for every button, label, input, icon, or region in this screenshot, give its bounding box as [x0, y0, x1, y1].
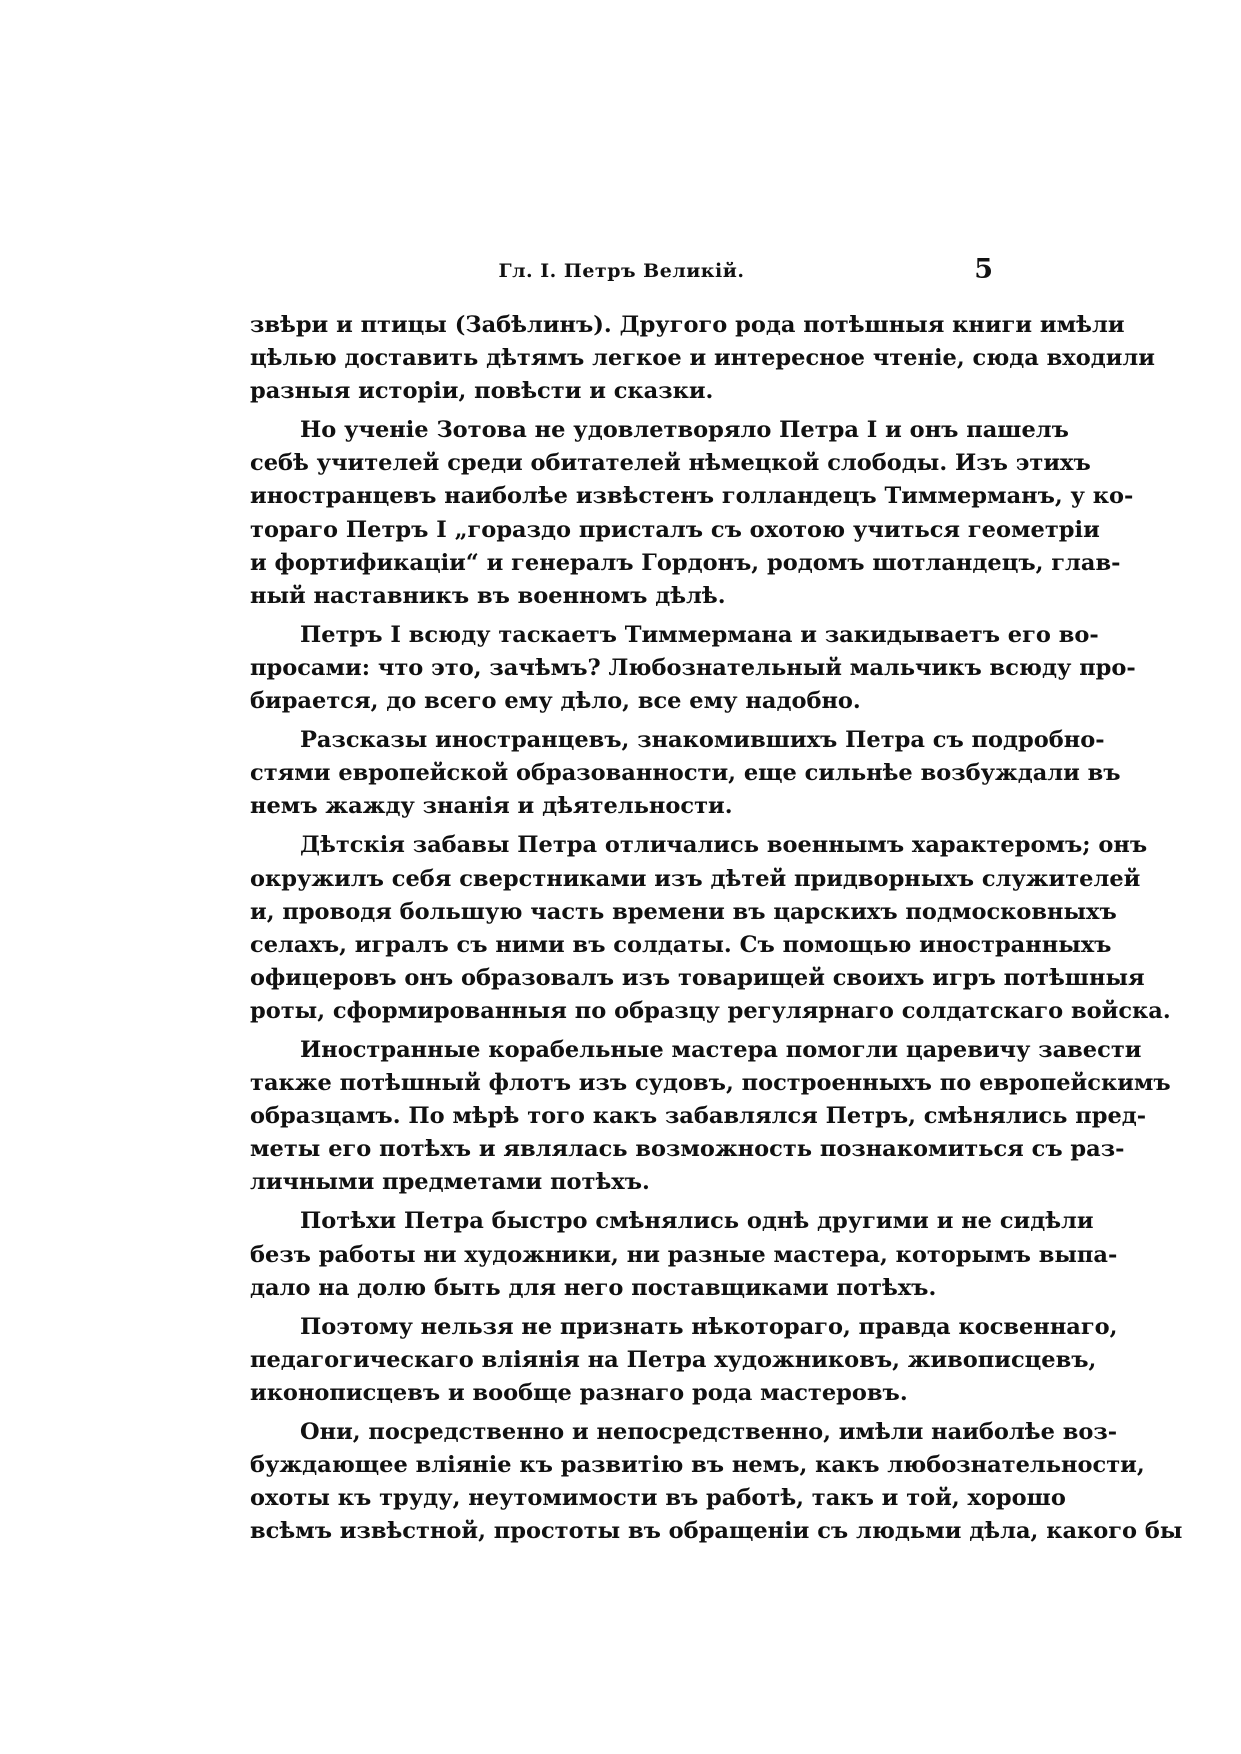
text-line: селахъ, игралъ съ ними въ солдаты. Съ помощью иностранныхъ [250, 931, 1112, 958]
paragraph [250, 724, 1121, 823]
text-line: Петръ I всюду таскаетъ Тиммермана и закидываетъ его во- [300, 621, 1099, 648]
text-line: и фортификаціи“ и генералъ Гордонъ, родомъ шотландецъ, глав- [250, 549, 1121, 576]
text-line: Потѣхи Петра быстро смѣнялись однѣ другими и не сидѣли [300, 1208, 1094, 1235]
text-line: себѣ учителей среди обитателей нѣмецкой слободы. Изъ этихъ [250, 450, 1091, 477]
text-line: Они, посредственно и непосредственно, имѣли наиболѣе воз- [300, 1419, 1118, 1445]
text-line: звѣри и птицы (Забѣлинъ). Другого рода потѣшныя книги имѣли [250, 312, 1125, 338]
text-line: Дѣтскія забавы Петра отличались военнымъ характеромъ; онъ [300, 832, 1148, 859]
text-line: бирается, до всего ему дѣло, все ему надобно. [250, 688, 861, 715]
text-line: также потѣшный флотъ изъ судовъ, построенныхъ по европейскимъ [250, 1070, 1171, 1097]
text-line: и, проводя большую часть времени въ царскихъ подмосковныхъ [250, 898, 1117, 925]
paragraph [250, 309, 1155, 408]
text-line: охоты къ труду, неутомимости въ работѣ, такъ и той, хорошо [250, 1485, 1066, 1512]
page-number: 5 [974, 254, 993, 285]
text-line: образцамъ. По мѣрѣ того какъ забавлялся Петръ, смѣнялись пред- [250, 1103, 1147, 1130]
chapter-title: Гл. I. Петръ Великій. [498, 260, 745, 282]
text-line: окружилъ себя сверстниками изъ дѣтей придворныхъ служителей [250, 865, 1141, 892]
text-line: педагогическаго вліянія на Петра художниковъ, живописцевъ, [250, 1346, 1097, 1373]
text-line: иностранцевъ наиболѣе извѣстенъ голландецъ Тиммерманъ, у ко- [250, 483, 1134, 510]
paragraph [250, 619, 1136, 718]
text-line: цѣлью доставить дѣтямъ легкое и интересное чтеніе, сюда входили [250, 345, 1155, 372]
paragraph [250, 1034, 1171, 1199]
text-line: разныя исторіи, повѣсти и сказки. [250, 378, 714, 405]
text-line: ный наставникъ въ военномъ дѣлѣ. [250, 582, 726, 609]
text-line: дало на долю быть для него поставщиками потѣхъ. [250, 1274, 937, 1301]
text-line: буждающее вліяніе къ развитію въ немъ, какъ любознательности, [250, 1452, 1145, 1479]
text-line: Поэтому нельзя не признать нѣкотораго, правда косвеннаго, [300, 1313, 1118, 1340]
paragraph [250, 414, 1134, 613]
text-line: меты его потѣхъ и являлась возможность познакомиться съ раз- [250, 1136, 1125, 1163]
text-line: немъ жажду знанія и дѣятельности. [250, 793, 733, 820]
text-line: иконописцевъ и вообще разнаго рода мастеровъ. [250, 1379, 908, 1406]
body-text [250, 309, 1183, 1554]
text-line: просами: что это, зачѣмъ? Любознательный мальчикъ всюду про- [250, 654, 1136, 681]
text-line: офицеровъ онъ образовалъ изъ товарищей своихъ игръ потѣшныя [250, 964, 1145, 991]
text-line: Разсказы иностранцевъ, знакомившихъ Петра съ подробно- [300, 727, 1105, 754]
paragraph [250, 1311, 1118, 1410]
text-line: личными предметами потѣхъ. [250, 1169, 650, 1196]
text-line: роты, сформированныя по образцу регулярнаго солдатскаго войска. [250, 997, 1171, 1024]
paragraph [250, 829, 1171, 1028]
text-line: стями европейской образованности, еще сильнѣе возбуждали въ [250, 760, 1121, 787]
text-line: всѣмъ извѣстной, простоты въ обращеніи съ людьми дѣла, какого бы [250, 1518, 1183, 1545]
text-line: безъ работы ни художники, ни разные мастера, которымъ выпа- [250, 1241, 1118, 1268]
paragraph [250, 1205, 1118, 1304]
paragraph [250, 1416, 1183, 1548]
text-line: Но ученіе Зотова не удовлетворяло Петра I и онъ пашелъ [300, 417, 1069, 444]
text-line: Иностранные корабельные мастера помогли царевичу завести [300, 1036, 1142, 1063]
running-head [250, 254, 993, 294]
text-line: тораго Петръ I „гораздо присталъ съ охотою учиться геометріи [250, 516, 1100, 543]
